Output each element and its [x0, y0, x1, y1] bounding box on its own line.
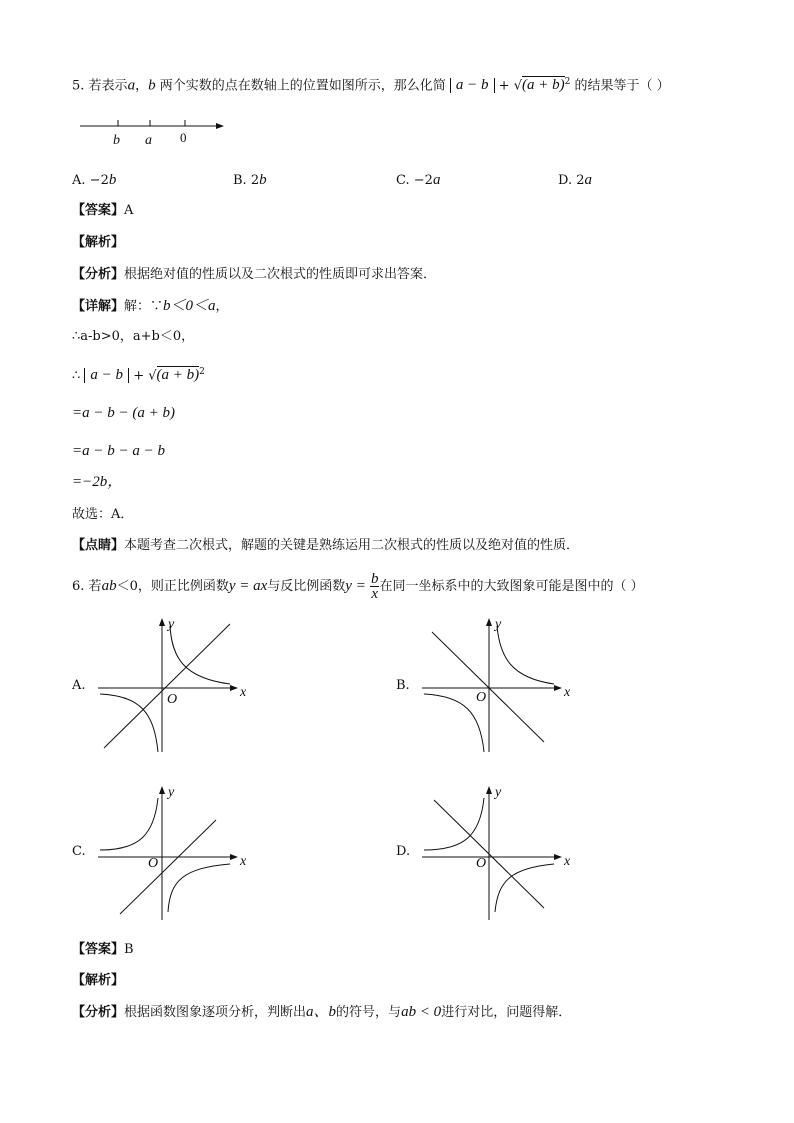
q5-stem-b: 两个实数的点在数轴上的位置如图所示，那么化简 [159, 78, 446, 94]
q5-analysis-tag [72, 233, 124, 253]
q5-abs-expr [450, 78, 495, 93]
fenxi-text-a: 根据函数图象逐项分析，判断出 [124, 1005, 307, 1020]
q5-step1 [72, 403, 175, 424]
q6-func1: y = ax [228, 578, 268, 594]
q5-therefore1 [72, 327, 194, 347]
graph-d-letter: D. [396, 844, 411, 859]
step2-text: =a − b − a − b [72, 443, 165, 459]
q5-abs-expr-text: a − b [455, 77, 489, 94]
choose-text: 故选：A． [72, 507, 134, 522]
q5-step3 [72, 472, 122, 493]
detail-ineq: b＜0＜a [163, 298, 216, 314]
q5-number-line [78, 112, 228, 150]
option-var: b [259, 172, 267, 188]
q6-analysis-tag [72, 971, 124, 991]
option-letter: D. [558, 173, 573, 188]
graph-c-origin: O [148, 856, 159, 871]
graph-d-y-label: y [495, 785, 502, 800]
graph-c-x-label: x [240, 854, 247, 869]
q5-detail [72, 296, 229, 317]
graph-b [418, 612, 578, 757]
detail-end: ， [215, 299, 229, 314]
q5-option-b[interactable] [233, 170, 267, 191]
q5-choose [72, 505, 133, 525]
answer-tag: 【答案】 [72, 203, 125, 218]
q5-comment [72, 536, 579, 556]
q6-stem-b: ＜0，则正比例函数 [116, 579, 229, 594]
option-var: a [432, 172, 441, 188]
therefore2-prefix: ∴ [72, 368, 81, 384]
graph-a-y-label: y [168, 617, 175, 632]
q5-option-c[interactable] [396, 170, 440, 191]
fenxi-cond: ab < 0 [401, 1004, 442, 1020]
fenxi-text-c: 进行对比，问题得解． [441, 1005, 572, 1020]
graph-d-x-label: x [564, 854, 571, 869]
q5-option-d[interactable] [558, 170, 592, 191]
q6-stem-d: 在同一坐标系中的大致图象可能是图中的（ ） [379, 579, 644, 594]
therefore2-plus: + [133, 368, 145, 384]
q5-var-a: a [127, 77, 136, 94]
q5-comma: ， [135, 78, 149, 94]
graph-b-y-label: y [495, 617, 502, 632]
q5-var-b: b [148, 77, 156, 94]
q6-func2-left: y = [345, 578, 366, 594]
therefore2-abs-text: a − b [90, 367, 124, 384]
q5-answer [72, 201, 133, 221]
numberline-label-0: 0 [180, 130, 187, 145]
option-var: a [584, 172, 593, 188]
numberline-label-b: b [113, 133, 120, 148]
analysis-tag: 【解析】 [72, 235, 125, 250]
q5-stem-a: 若表示 [88, 78, 128, 94]
comment-text: 本题考查二次根式，解题的关键是熟练运用二次根式的性质以及绝对值的性质． [124, 538, 580, 553]
fenxi-tag: 【分析】 [72, 1005, 125, 1020]
q5-therefore2 [72, 362, 205, 386]
q5-sqrt-expr: (a + b) [521, 77, 565, 94]
graph-c-y-label: y [168, 785, 175, 800]
therefore2-sqrt: $√(a + b)^2$ [148, 367, 205, 384]
graph-d-origin: O [476, 856, 487, 871]
frac-num: b [370, 571, 379, 587]
graph-c [94, 780, 254, 925]
therefore1-text: ∴a-b>0，a+b＜0， [72, 329, 195, 344]
q5-sqrt: $√(a + b)^2$ [513, 77, 571, 94]
option-value: 2 [250, 173, 260, 188]
answer-tag: 【答案】 [72, 942, 125, 957]
graph-d [418, 780, 578, 925]
frac-den: x [371, 586, 379, 602]
graph-a-origin: O [167, 692, 178, 707]
q5-sqrt-square: 2 [564, 77, 571, 87]
option-value: −2 [89, 173, 109, 188]
graph-a-letter: A. [72, 678, 86, 693]
answer-value: B [124, 942, 134, 957]
q5-step2 [72, 441, 165, 462]
graph-b-origin: O [476, 690, 487, 705]
q6-number: 6. [72, 579, 85, 594]
detail-intro: 解：∵ [124, 299, 164, 314]
answer-value: A [124, 203, 134, 218]
fenxi-text: 根据绝对值的性质以及二次根式的性质即可求出答案． [124, 267, 437, 282]
option-letter: A. [72, 173, 86, 188]
analysis-tag: 【解析】 [72, 973, 125, 988]
q5-stem [72, 72, 670, 96]
fenxi-text-b: 的符号，与 [336, 1005, 402, 1020]
graph-a [94, 612, 254, 757]
graph-b-letter: B. [396, 678, 410, 693]
option-letter: B. [233, 173, 247, 188]
q5-fenxi [72, 265, 436, 285]
option-letter: C. [396, 173, 410, 188]
q6-stem [72, 572, 644, 601]
fenxi-vars: a、b [306, 1004, 337, 1020]
q6-stem-c: 与反比例函数 [267, 579, 346, 594]
therefore2-abs [84, 368, 129, 383]
q5-plus: + [498, 78, 510, 94]
graph-c-letter: C. [72, 844, 86, 859]
graph-a-x-label: x [240, 685, 247, 700]
q6-stem-a: 若 [88, 579, 102, 594]
q6-answer [72, 940, 134, 960]
option-value: −2 [413, 173, 433, 188]
option-value: 2 [576, 173, 585, 188]
q6-cond: ab [101, 578, 117, 594]
therefore2-sqrt-expr: (a + b) [156, 367, 200, 384]
q5-option-a[interactable] [72, 170, 116, 191]
comment-tag: 【点睛】 [72, 538, 125, 553]
q6-fenxi [72, 1002, 571, 1023]
step3-text: =−2b， [72, 474, 123, 490]
step1-text: =a − b − (a + b) [72, 405, 175, 421]
option-var: b [108, 172, 117, 188]
graph-b-x-label: x [564, 685, 571, 700]
q5-stem-c: 的结果等于（ ） [574, 78, 670, 94]
q5-number: 5. [72, 78, 85, 94]
detail-tag: 【详解】 [72, 299, 125, 314]
numberline-label-a: a [145, 133, 152, 148]
fenxi-tag: 【分析】 [72, 267, 125, 282]
therefore2-square: 2 [199, 367, 205, 377]
